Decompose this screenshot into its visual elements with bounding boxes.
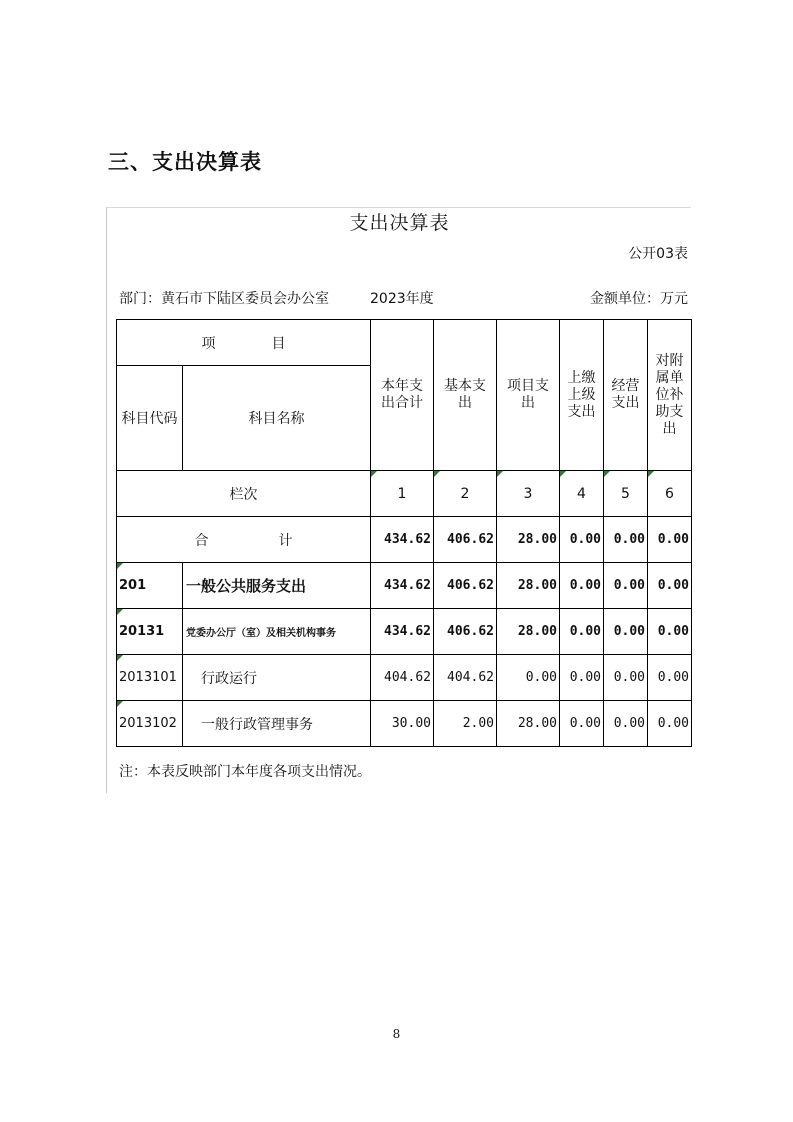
- row-code: 2013102: [117, 701, 183, 747]
- department-label: 部门：黄石市下陆区委员会办公室: [119, 291, 329, 307]
- total-value: 0.00: [604, 517, 648, 563]
- row-value: 2.00: [434, 701, 497, 747]
- year-label: 2023年度: [370, 291, 434, 307]
- table-row: [117, 563, 692, 609]
- table-row-total: [117, 517, 692, 563]
- row-value: 0.00: [604, 563, 648, 609]
- table-row: [117, 655, 692, 701]
- total-label: 合 计: [117, 517, 371, 563]
- row-value: 406.62: [434, 609, 497, 655]
- row-value: 0.00: [560, 701, 604, 747]
- col-index-2: 2: [434, 471, 497, 517]
- col-index-6: 6: [648, 471, 692, 517]
- table-row: [117, 609, 692, 655]
- total-value: 0.00: [560, 517, 604, 563]
- row-code: 201: [117, 563, 183, 609]
- row-code: 2013101: [117, 655, 183, 701]
- row-value: 0.00: [648, 655, 692, 701]
- page-number: 8: [392, 1027, 401, 1041]
- row-value: 404.62: [434, 655, 497, 701]
- row-name: 党委办公厅（室）及相关机构事务: [183, 609, 371, 655]
- row-value: 404.62: [371, 655, 434, 701]
- total-value: 406.62: [434, 517, 497, 563]
- table-title: 支出决算表: [349, 212, 450, 234]
- row-code: 20131: [117, 609, 183, 655]
- col-index-5: 5: [604, 471, 648, 517]
- expenditure-table: [116, 319, 692, 747]
- row-value: 30.00: [371, 701, 434, 747]
- frame-left-border: [106, 207, 107, 793]
- header-col4: 上缴上级支出: [560, 320, 604, 471]
- row-value: 406.62: [434, 563, 497, 609]
- row-value: 0.00: [497, 655, 560, 701]
- form-number: 公开03表: [628, 246, 688, 262]
- row-value: 0.00: [604, 655, 648, 701]
- row-value: 28.00: [497, 609, 560, 655]
- header-name: 科目名称: [183, 366, 371, 471]
- header-col2: 基本支出: [434, 320, 497, 471]
- row-value: 0.00: [560, 563, 604, 609]
- total-value: 0.00: [648, 517, 692, 563]
- table-note: 注：本表反映部门本年度各项支出情况。: [119, 764, 371, 780]
- unit-label: 金额单位：万元: [590, 291, 688, 307]
- row-value: 434.62: [371, 563, 434, 609]
- total-value: 28.00: [497, 517, 560, 563]
- header-col1: 本年支出合计: [371, 320, 434, 471]
- row-name: 一般行政管理事务: [183, 701, 371, 747]
- total-value: 434.62: [371, 517, 434, 563]
- row-name: 行政运行: [183, 655, 371, 701]
- row-value: 0.00: [560, 609, 604, 655]
- row-value: 0.00: [560, 655, 604, 701]
- row-value: 0.00: [648, 701, 692, 747]
- table-row: [117, 701, 692, 747]
- row-value: 28.00: [497, 563, 560, 609]
- section-heading: 三、支出决算表: [108, 150, 262, 174]
- header-col6: 对附属单位补助支出: [648, 320, 692, 471]
- row-value: 0.00: [648, 563, 692, 609]
- col-index-3: 3: [497, 471, 560, 517]
- header-col3: 项目支出: [497, 320, 560, 471]
- header-col-index: 栏次: [117, 471, 371, 517]
- row-value: 0.00: [648, 609, 692, 655]
- header-project: 项 目: [117, 320, 371, 366]
- header-code: 科目代码: [117, 366, 183, 471]
- row-value: 434.62: [371, 609, 434, 655]
- header-col5: 经营支出: [604, 320, 648, 471]
- row-name: 一般公共服务支出: [183, 563, 371, 609]
- col-index-1: 1: [371, 471, 434, 517]
- row-value: 0.00: [604, 701, 648, 747]
- row-value: 28.00: [497, 701, 560, 747]
- col-index-4: 4: [560, 471, 604, 517]
- row-value: 0.00: [604, 609, 648, 655]
